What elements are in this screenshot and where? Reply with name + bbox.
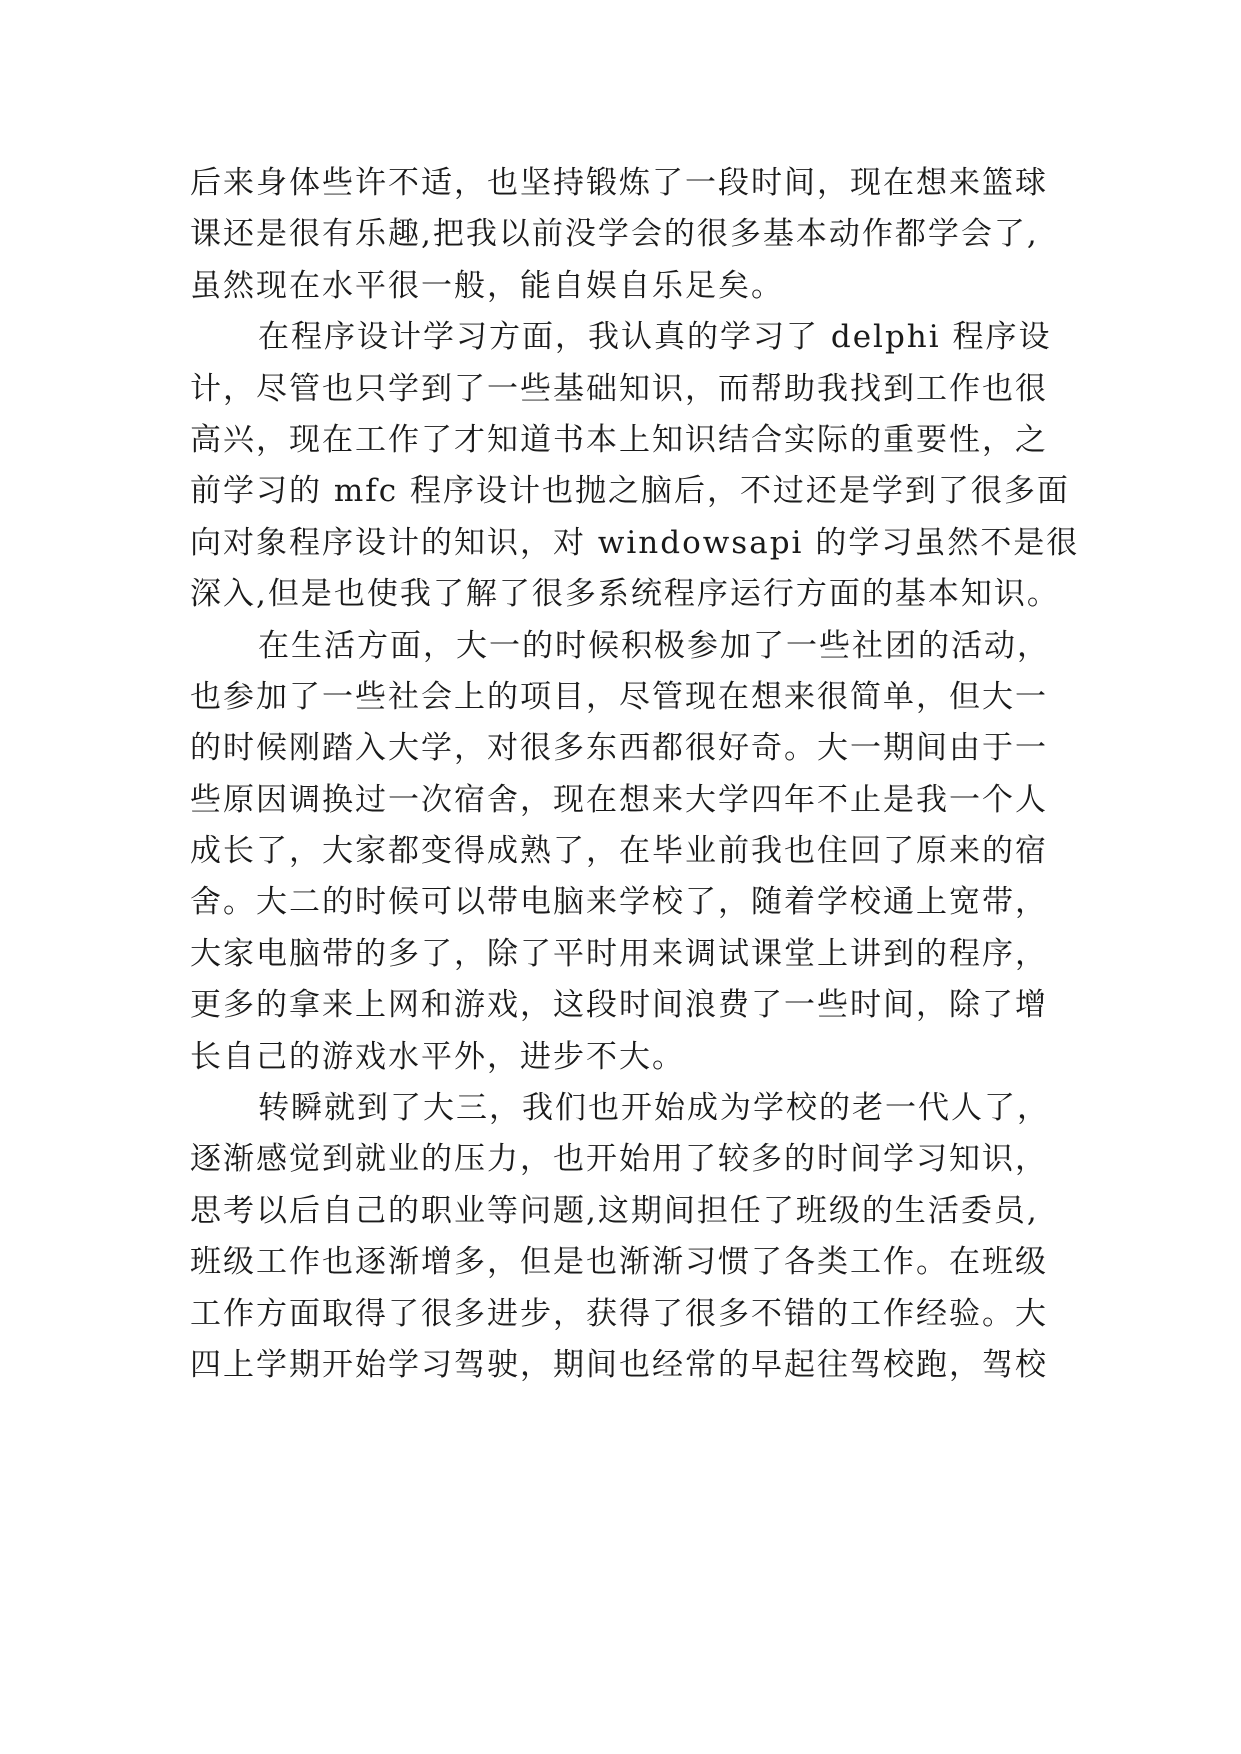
- text-line: 舍。大二的时候可以带电脑来学校了，随着学校通上宽带，: [190, 884, 1048, 921]
- text-line: 长自己的游戏水平外，进步不大。: [190, 1038, 685, 1075]
- text-line: 更多的拿来上网和游戏，这段时间浪费了一些时间，除了增: [190, 987, 1048, 1024]
- text-line: 前学习的 mfc 程序设计也抛之脑后，不过还是学到了很多面: [190, 473, 1070, 510]
- text-line: 大家电脑带的多了，除了平时用来调试课堂上讲到的程序，: [190, 935, 1048, 972]
- text-line: 深入,但是也使我了解了很多系统程序运行方面的基本知识。: [190, 576, 1060, 613]
- text-line: 高兴，现在工作了才知道书本上知识结合实际的重要性，之: [190, 421, 1048, 458]
- text-line: 的时候刚踏入大学，对很多东西都很好奇。大一期间由于一: [190, 730, 1048, 767]
- text-line: 工作方面取得了很多进步，获得了很多不错的工作经验。大: [190, 1295, 1048, 1332]
- text-line: 虽然现在水平很一般，能自娱自乐足矣。: [190, 267, 784, 304]
- text-line: 成长了，大家都变得成熟了，在毕业前我也住回了原来的宿: [190, 833, 1048, 870]
- paragraph-first-line: 转瞬就到了大三，我们也开始成为学校的老一代人了，: [258, 1090, 1050, 1127]
- paragraph-first-line: 在生活方面，大一的时候积极参加了一些社团的活动，: [258, 627, 1050, 664]
- text-line: 四上学期开始学习驾驶，期间也经常的早起往驾校跑，驾校: [190, 1346, 1048, 1383]
- text-line: 计，尽管也只学到了一些基础知识，而帮助我找到工作也很: [190, 370, 1048, 407]
- text-line: 思考以后自己的职业等问题,这期间担任了班级的生活委员,: [190, 1192, 1039, 1229]
- text-line: 逐渐感觉到就业的压力，也开始用了较多的时间学习知识，: [190, 1141, 1048, 1178]
- text-line: 课还是很有乐趣,把我以前没学会的很多基本动作都学会了,: [190, 216, 1039, 253]
- paragraph-first-line: 在程序设计学习方面，我认真的学习了 delphi 程序设: [258, 319, 1052, 356]
- text-line: 也参加了一些社会上的项目，尽管现在想来很简单，但大一: [190, 678, 1048, 715]
- document-body: [190, 158, 1080, 1391]
- text-line: 班级工作也逐渐增多，但是也渐渐习惯了各类工作。在班级: [190, 1244, 1048, 1281]
- text-line: 些原因调换过一次宿舍，现在想来大学四年不止是我一个人: [190, 781, 1048, 818]
- text-line: 向对象程序设计的知识，对 windowsapi 的学习虽然不是很: [190, 524, 1080, 561]
- text-line: 后来身体些许不适，也坚持锻炼了一段时间，现在想来篮球: [190, 165, 1048, 201]
